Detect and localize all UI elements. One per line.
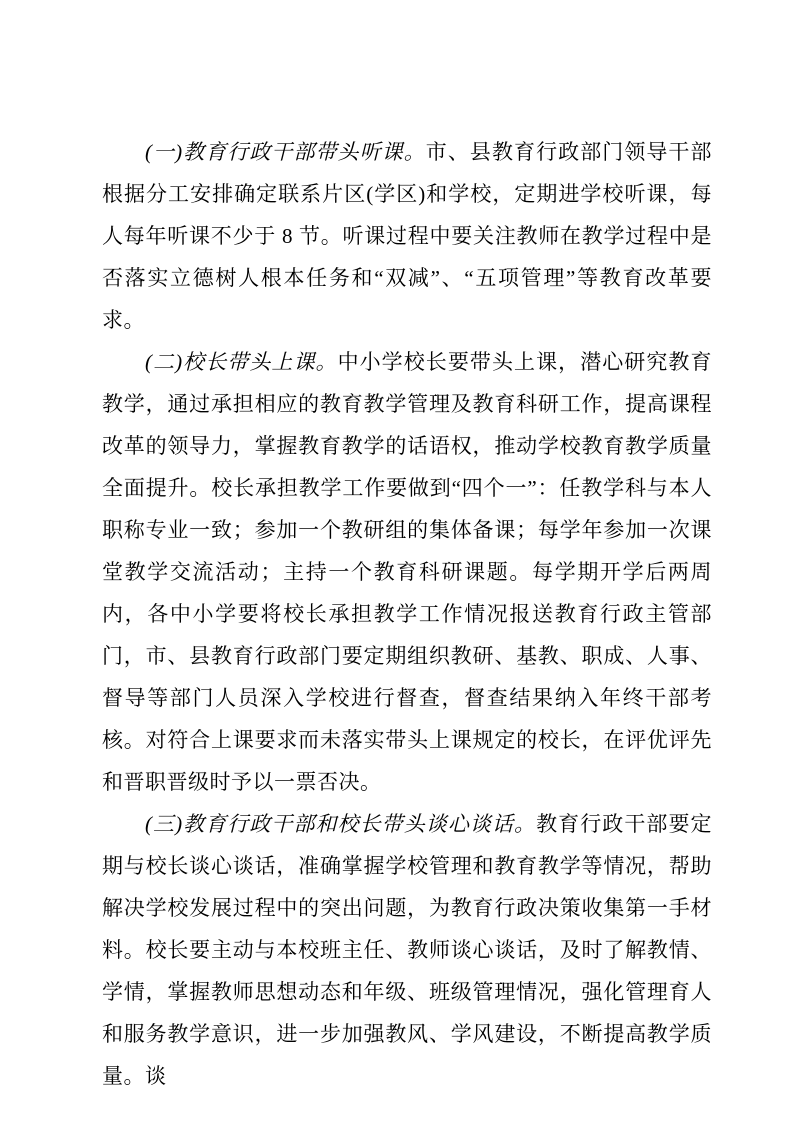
paragraph-2-text: 中小学校长要带头上课，潜心研究教育教学，通过承担相应的教育教学管理及教育科研工作，提高课程改革的领导力，掌握教育教学的话语权，推动学校教育教学质量全面提升。校长承担教学工作要做到“四个一”：任教学科与本人职称专业一致；参加一个教研组的集体备课；每学年参加一次课堂教学交流活动；主持一个教育科研课题。每学期开学后两周内，各中小学要将校长承担教学工作情况报送教育行政主管部门，市、县教育行政部门要定期组织教研、基教、职成、人事、督导等部门人员深入学校进行督查，督查结果纳入年终干部考核。对符合上课要求而未落实带头上课规定的校长，在评优评先和晋职晋级时予以一票否决。 [102,350,712,794]
paragraph-2 [102,341,712,803]
paragraph-2-lead: (二)校长带头上课。 [145,350,338,374]
paragraph-3-text: 教育行政干部要定期与校长谈心谈话，准确掌握学校管理和教育教学等情况，帮助解决学校发展过程中的突出问题，为教育行政决策收集第一手材料。校长要主动与本校班主任、教师谈心谈话，及时了解教情、学情，掌握教师思想动态和年级、班级管理情况，强化管理育人和服务教学意识，进一步加强教风、学风建设，不断提高教学质量。谈 [102,812,712,1088]
paragraph-1-lead: (一)教育行政干部带头听课。 [145,140,426,164]
paragraph-3 [102,803,712,1097]
paragraph-3-lead: (三)教育行政干部和校长带头谈心谈话。 [145,812,537,836]
document-body [102,131,712,1097]
paragraph-1-text: 市、县教育行政部门领导干部根据分工安排确定联系片区(学区)和学校，定期进学校听课，每人每年听课不少于 8 节。听课过程中要关注教师在教学过程中是否落实立德树人根本任务和“双减”、“五项管理”等教育改革要求。 [102,140,712,332]
paragraph-1 [102,131,712,341]
